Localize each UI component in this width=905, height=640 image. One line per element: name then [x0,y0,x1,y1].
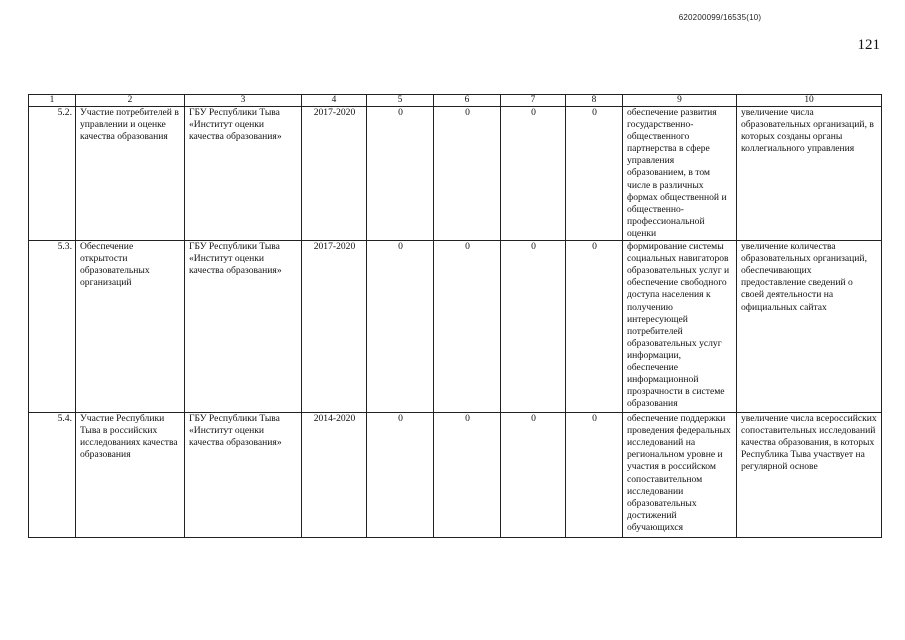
column-header: 8 [566,95,623,107]
executor-cell: ГБУ Республики Тыва «Институт оценки качества образования» [185,241,302,413]
header-row [29,95,882,107]
activity-cell: Участие потребителей в управлении и оценке качества образования [76,107,185,241]
column-header: 9 [623,95,737,107]
column-header: 4 [302,95,367,107]
column-header: 6 [434,95,501,107]
value-cell: 0 [434,241,501,413]
activity-cell: Обеспечение открытости образовательных организаций [76,241,185,413]
table-row [29,241,882,413]
value-cell: 0 [501,107,566,241]
activities-table [28,94,882,538]
value-cell: 0 [501,413,566,538]
column-header: 3 [185,95,302,107]
column-header: 7 [501,95,566,107]
value-cell: 0 [434,413,501,538]
indicator-cell: увеличение числа всероссийских сопоставительных исследований качества образования, в которых Республика Тыва участвует на регулярной основе [737,413,882,538]
column-header: 1 [29,95,76,107]
result-cell: обеспечение поддержки проведения федеральных исследований на региональном уровне и участия в российском сопоставительном исследовании образовательных достижений обучающихся [623,413,737,538]
value-cell: 0 [566,413,623,538]
result-cell: формирование системы социальных навигаторов образовательных услуг и обеспечение свободного доступа населения к получению интересующей потребителей образовательных услуг информации, обеспечение информационной прозрачности в системе образования [623,241,737,413]
value-cell: 0 [434,107,501,241]
period-cell: 2017-2020 [302,241,367,413]
column-header: 2 [76,95,185,107]
row-number: 5.4. [29,413,76,538]
column-header: 10 [737,95,882,107]
executor-cell: ГБУ Республики Тыва «Институт оценки качества образования» [185,107,302,241]
period-cell: 2014-2020 [302,413,367,538]
row-number: 5.3. [29,241,76,413]
document-code: 620200099/16535(10) [678,13,762,22]
value-cell: 0 [367,241,434,413]
value-cell: 0 [367,107,434,241]
table-row [29,413,882,538]
period-cell: 2017-2020 [302,107,367,241]
value-cell: 0 [566,241,623,413]
result-cell: обеспечение развития государственно-общественного партнерства в сфере управления образованием, в том числе в различных формах общественной и общественно-профессиональной оценки [623,107,737,241]
value-cell: 0 [501,241,566,413]
value-cell: 0 [566,107,623,241]
indicator-cell: увеличение числа образовательных организаций, в которых созданы органы коллегиального управления [737,107,882,241]
indicator-cell: увеличение количества образовательных организаций, обеспечивающих предоставление сведений о своей деятельности на официальных сайтах [737,241,882,413]
row-number: 5.2. [29,107,76,241]
column-header: 5 [367,95,434,107]
value-cell: 0 [367,413,434,538]
activity-cell: Участие Республики Тыва в российских исследованиях качества образования [76,413,185,538]
table-row [29,107,882,241]
executor-cell: ГБУ Республики Тыва «Институт оценки качества образования» [185,413,302,538]
page-number: 121 [857,37,880,53]
